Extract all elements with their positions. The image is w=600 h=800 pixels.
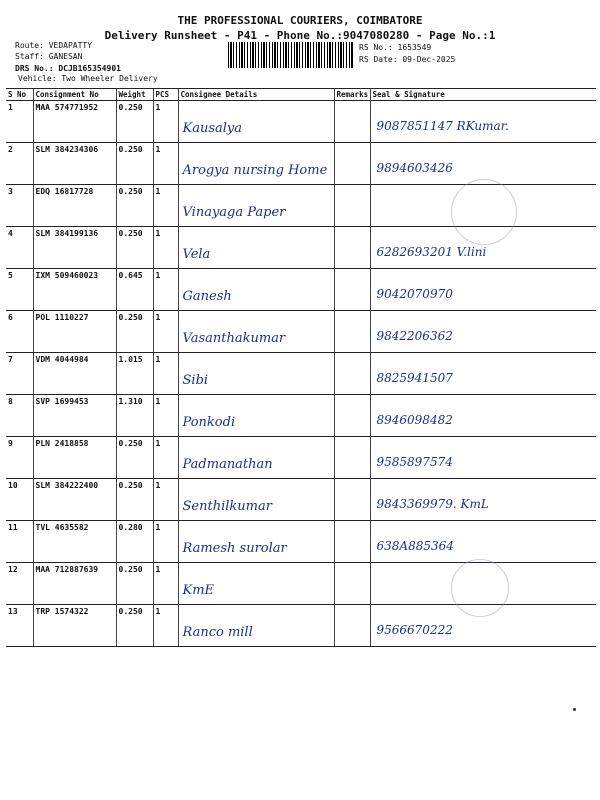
col-seal-signature: Seal & Signature — [370, 89, 596, 101]
document-title: THE PROFESSIONAL COURIERS, COIMBATORE — [177, 14, 423, 27]
row-pcs: 1 — [153, 521, 178, 563]
row-consignee — [178, 395, 334, 437]
row-remarks — [334, 227, 370, 269]
col-sno: S No — [6, 89, 33, 101]
row-pcs: 1 — [153, 185, 178, 227]
consignee-handwriting: Vasanthakumar — [182, 331, 286, 346]
signature-handwriting: 8825941507 — [376, 371, 453, 385]
row-signature — [370, 353, 596, 395]
signature-handwriting: 8946098482 — [376, 413, 453, 427]
row-sno: 13 — [6, 605, 33, 647]
row-signature — [370, 311, 596, 353]
signature-handwriting: 9843369979. KmL — [376, 497, 489, 511]
rs-date: RS Date: 09-Dec-2025 — [359, 55, 456, 64]
row-consignment: VDM 4044984 — [33, 353, 116, 395]
row-remarks — [334, 269, 370, 311]
row-weight: 0.280 — [116, 521, 153, 563]
row-sno: 6 — [6, 311, 33, 353]
staff-label: Staff: GANESAN — [15, 52, 83, 61]
row-weight: 0.250 — [116, 563, 153, 605]
row-consignee — [178, 185, 334, 227]
rs-number: RS No.: 1653549 — [359, 43, 432, 52]
consignee-handwriting: Vinayaga Paper — [182, 205, 286, 220]
consignee-handwriting: Padmanathan — [182, 457, 273, 472]
row-remarks — [334, 605, 370, 647]
row-pcs: 1 — [153, 605, 178, 647]
consignee-handwriting: Sibi — [182, 373, 209, 388]
row-sno: 2 — [6, 143, 33, 185]
signature-handwriting: 9894603426 — [376, 161, 453, 175]
row-signature — [370, 437, 596, 479]
drs-number: DRS No.: DCJB165354901 — [15, 64, 121, 73]
signature-handwriting: 6282693201 V.lini — [376, 245, 487, 259]
row-pcs: 1 — [153, 395, 178, 437]
row-remarks — [334, 353, 370, 395]
row-consignment: PLN 2418858 — [33, 437, 116, 479]
consignee-handwriting: Ramesh surolar — [182, 541, 287, 556]
row-consignment: SLM 384222400 — [33, 479, 116, 521]
row-sno: 12 — [6, 563, 33, 605]
table-row — [6, 185, 596, 227]
table-row — [6, 101, 596, 143]
row-signature — [370, 227, 596, 269]
barcode — [228, 42, 354, 68]
row-weight: 0.645 — [116, 269, 153, 311]
table-row — [6, 521, 596, 563]
row-consignment: TVL 4635582 — [33, 521, 116, 563]
row-weight: 0.250 — [116, 311, 153, 353]
row-signature — [370, 479, 596, 521]
row-weight: 1.310 — [116, 395, 153, 437]
row-signature — [370, 185, 596, 227]
row-sno: 3 — [6, 185, 33, 227]
row-pcs: 1 — [153, 227, 178, 269]
row-consignee — [178, 311, 334, 353]
table-row — [6, 353, 596, 395]
consignee-handwriting: Vela — [182, 247, 211, 262]
row-consignment: TRP 1574322 — [33, 605, 116, 647]
row-signature — [370, 605, 596, 647]
row-sno: 5 — [6, 269, 33, 311]
row-weight: 0.250 — [116, 437, 153, 479]
row-sno: 10 — [6, 479, 33, 521]
row-pcs: 1 — [153, 101, 178, 143]
row-remarks — [334, 395, 370, 437]
row-sno: 8 — [6, 395, 33, 437]
row-consignment: SVP 1699453 — [33, 395, 116, 437]
row-weight: 0.250 — [116, 143, 153, 185]
table-row — [6, 143, 596, 185]
consignee-handwriting: KmE — [182, 583, 215, 598]
consignee-handwriting: Senthilkumar — [182, 499, 272, 514]
table-row — [6, 395, 596, 437]
row-consignment: MAA 574771952 — [33, 101, 116, 143]
scan-dot — [573, 708, 576, 711]
row-consignment: SLM 384234306 — [33, 143, 116, 185]
row-weight: 0.250 — [116, 227, 153, 269]
row-weight: 0.250 — [116, 185, 153, 227]
table-row — [6, 227, 596, 269]
row-pcs: 1 — [153, 143, 178, 185]
signature-handwriting: 9566670222 — [376, 623, 453, 637]
row-weight: 0.250 — [116, 101, 153, 143]
col-consignee: Consignee Details — [178, 89, 334, 101]
signature-handwriting: 9585897574 — [376, 455, 453, 469]
row-pcs: 1 — [153, 311, 178, 353]
signature-handwriting: 9842206362 — [376, 329, 453, 343]
consignee-handwriting: Kausalya — [182, 121, 243, 136]
row-remarks — [334, 311, 370, 353]
row-pcs: 1 — [153, 437, 178, 479]
signature-handwriting: 9042070970 — [376, 287, 453, 301]
vehicle-label: Vehicle: Two Wheeler Delivery — [18, 74, 158, 83]
row-signature — [370, 101, 596, 143]
consignee-handwriting: Arogya nursing Home — [182, 163, 328, 178]
route-label: Route: VEDAPATTY — [15, 41, 93, 50]
row-remarks — [334, 101, 370, 143]
runsheet-subtitle: Delivery Runsheet - P41 - Phone No.:9047080280 - Page No.:1 — [104, 29, 496, 42]
row-sno: 11 — [6, 521, 33, 563]
signature-handwriting: 9087851147 RKumar. — [376, 119, 509, 133]
row-consignee — [178, 437, 334, 479]
table-row — [6, 437, 596, 479]
row-weight: 0.250 — [116, 479, 153, 521]
row-sno: 7 — [6, 353, 33, 395]
row-pcs: 1 — [153, 269, 178, 311]
row-remarks — [334, 563, 370, 605]
row-pcs: 1 — [153, 479, 178, 521]
consignee-handwriting: Ranco mill — [182, 625, 253, 640]
row-consignment: IXM 509460023 — [33, 269, 116, 311]
row-signature — [370, 395, 596, 437]
row-pcs: 1 — [153, 563, 178, 605]
row-remarks — [334, 479, 370, 521]
row-consignment: EDQ 16817728 — [33, 185, 116, 227]
row-weight: 1.015 — [116, 353, 153, 395]
row-signature — [370, 269, 596, 311]
row-weight: 0.250 — [116, 605, 153, 647]
row-consignee — [178, 563, 334, 605]
row-consignee — [178, 227, 334, 269]
consignee-handwriting: Ponkodi — [182, 415, 236, 430]
row-consignee — [178, 605, 334, 647]
consignee-handwriting: Ganesh — [182, 289, 232, 304]
row-signature — [370, 521, 596, 563]
row-consignee — [178, 101, 334, 143]
row-consignee — [178, 521, 334, 563]
row-remarks — [334, 143, 370, 185]
runsheet-table — [6, 88, 596, 647]
table-row — [6, 479, 596, 521]
row-sno: 1 — [6, 101, 33, 143]
col-pcs: PCS — [153, 89, 178, 101]
col-remarks: Remarks — [334, 89, 370, 101]
row-consignment: POL 1110227 — [33, 311, 116, 353]
row-remarks — [334, 185, 370, 227]
col-weight: Weight — [116, 89, 153, 101]
row-consignee — [178, 479, 334, 521]
row-consignment: MAA 712887639 — [33, 563, 116, 605]
table-row — [6, 311, 596, 353]
row-remarks — [334, 521, 370, 563]
table-row — [6, 269, 596, 311]
row-signature — [370, 563, 596, 605]
row-consignee — [178, 353, 334, 395]
row-consignee — [178, 143, 334, 185]
col-consignment: Consignment No — [33, 89, 116, 101]
table-row — [6, 563, 596, 605]
row-pcs: 1 — [153, 353, 178, 395]
signature-handwriting: 638A885364 — [376, 539, 454, 553]
row-sno: 4 — [6, 227, 33, 269]
table-row — [6, 605, 596, 647]
row-sno: 9 — [6, 437, 33, 479]
row-consignment: SLM 384199136 — [33, 227, 116, 269]
row-remarks — [334, 437, 370, 479]
row-consignee — [178, 269, 334, 311]
table-header-row — [6, 89, 596, 101]
